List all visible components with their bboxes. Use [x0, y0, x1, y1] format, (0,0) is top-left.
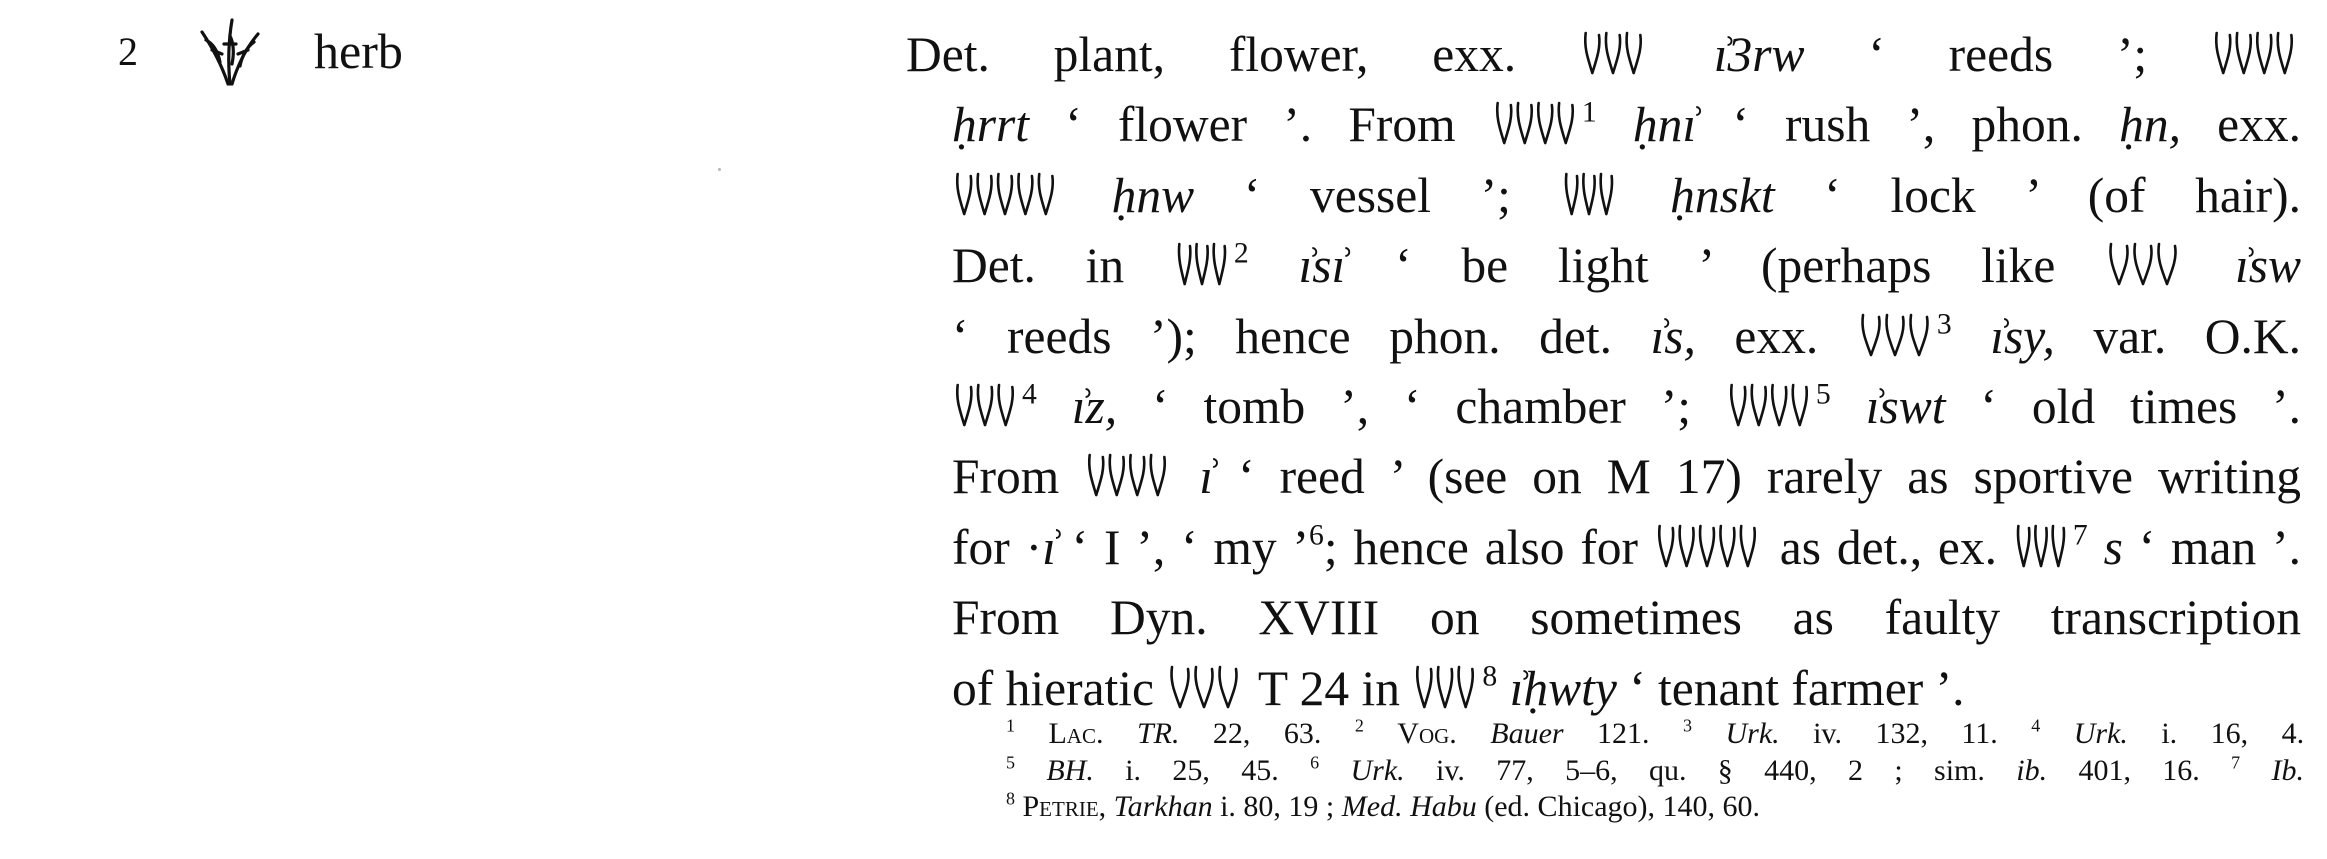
text-run: exx.: [1695, 308, 1857, 364]
italic-term: ı͗sı͗: [1298, 238, 1346, 294]
text-run: for ·: [952, 519, 1043, 575]
text-run: ‘ flower ’. From: [1029, 97, 1492, 153]
hieroglyph-icon: [1174, 238, 1234, 288]
text-run: T 24 in: [1246, 660, 1413, 716]
text-run: [1106, 790, 1114, 823]
entry-number: 2: [118, 29, 138, 74]
italic-term: ḥnskt: [1670, 167, 1775, 223]
author-name: Petrie,: [1022, 790, 1107, 823]
italic-term: s: [2103, 519, 2123, 575]
text-run: 401, 16.: [2047, 753, 2232, 787]
italic-term: ı͗swt: [1865, 378, 1946, 434]
footnote-ref: 6: [1310, 752, 1320, 772]
italic-term: ı͗: [1042, 519, 1056, 575]
hieroglyph-icon: [1166, 661, 1246, 711]
text-run: ‘ rush ’, phon.: [1696, 97, 2120, 153]
author-name: Vog.: [1397, 717, 1457, 750]
footnote-line: [1006, 716, 2304, 753]
italic-term: ı͗ḥwty: [1509, 660, 1617, 716]
text-run: ; hence also for: [1323, 519, 1654, 575]
footnotes: [1006, 716, 2304, 826]
italic-term: Urk.: [1350, 753, 1405, 787]
text-run: ‘ vessel ’;: [1194, 167, 1561, 223]
footnote-ref: 5: [1815, 378, 1831, 411]
footnote-ref: 7: [2231, 752, 2241, 772]
italic-term: ḥnw: [1111, 167, 1195, 223]
text-run: [1831, 379, 1866, 434]
description-line: [952, 90, 2301, 160]
italic-term: ḥn,: [2119, 97, 2181, 153]
text-run: (ed. Chicago), 140, 60.: [1476, 790, 1761, 823]
footnote-ref: 8: [1006, 789, 1015, 809]
footnote-ref: 4: [1022, 378, 1037, 411]
footnote-ref: 8: [1482, 660, 1498, 693]
italic-term: Tarkhan: [1113, 790, 1213, 823]
italic-term: ı͗s,: [1650, 308, 1696, 364]
description-line: [952, 231, 2301, 301]
footnote-ref: 1: [1006, 716, 1015, 736]
hieroglyph-icon: [1726, 379, 1816, 429]
text-run: [1457, 717, 1490, 750]
text-run: [1062, 168, 1112, 223]
description-line: [952, 442, 2301, 512]
italic-term: ı͗: [1199, 449, 1214, 505]
hieroglyph-icon: [1857, 309, 1937, 359]
text-run: ‘ man ’.: [2122, 519, 2301, 575]
italic-term: ı͗z,: [1071, 378, 1118, 434]
text-run: From Dyn. XVIII on sometimes as faulty transcription: [952, 590, 2301, 646]
text-run: [1015, 754, 1046, 787]
italic-term: BH.: [1046, 753, 1094, 787]
text-run: [2088, 520, 2104, 575]
italic-term: Ib.: [2271, 753, 2304, 787]
hieroglyph-icon: [1561, 168, 1621, 218]
text-run: [1037, 379, 1072, 434]
italic-term: ḥrrt: [952, 97, 1030, 153]
italic-term: ḥnı͗: [1632, 97, 1697, 153]
text-run: as det., ex.: [1763, 519, 2013, 575]
footnote-ref: 2: [1233, 237, 1249, 270]
text-run: [1650, 27, 1714, 82]
italic-term: Urk.: [2073, 717, 2128, 750]
footnote-line: [1006, 753, 2304, 790]
footnote-ref: 3: [1936, 308, 1952, 341]
description-line: [952, 654, 2301, 724]
footnote-line: [1006, 789, 2304, 826]
hieroglyph-icon: [1580, 27, 1650, 77]
text-run: ‘ I ’, ‘ my ’: [1055, 519, 1310, 575]
text-run: i. 80, 19 ;: [1212, 790, 1342, 823]
text-run: [1692, 717, 1725, 750]
footnote-ref: 1: [1581, 97, 1597, 130]
text-run: [1497, 661, 1509, 716]
description-line: [952, 372, 2301, 442]
text-run: [2040, 717, 2073, 750]
description-line: [952, 161, 2301, 231]
text-run: [2185, 238, 2235, 293]
text-run: [2240, 754, 2271, 787]
stray-dot: [718, 168, 721, 171]
text-run: [1015, 790, 1023, 823]
description-line: [906, 20, 2301, 90]
italic-term: ı͗sw: [2234, 238, 2301, 294]
hieroglyph-icon: [2105, 238, 2185, 288]
text-run: [1597, 97, 1633, 152]
footnote-ref: 3: [1683, 716, 1693, 736]
italic-term: ı͗3rw: [1713, 27, 1805, 82]
text-run: ‘ be light ’ (perhaps like: [1345, 238, 2106, 294]
italic-term: TR.: [1136, 717, 1180, 750]
description-line: [952, 513, 2301, 583]
text-run: ‘ reed ’ (see on M 17) rarely as sportive writing: [1213, 449, 2301, 505]
text-run: ‘ old times ’.: [1945, 378, 2301, 434]
text-run: [1621, 168, 1671, 223]
hieroglyph-icon: [1492, 97, 1582, 147]
text-run: [1174, 449, 1199, 504]
text-run: ‘ reeds ’;: [1804, 27, 2211, 82]
text-run: 22, 63.: [1179, 717, 1355, 750]
italic-term: Med. Habu: [1341, 790, 1477, 823]
text-run: iv. 132, 11.: [1779, 717, 2032, 750]
text-run: ‘ tomb ’, ‘ chamber ’;: [1117, 378, 1726, 434]
hieroglyph-icon: [2013, 520, 2073, 570]
text-run: i. 16, 4.: [2127, 717, 2304, 750]
text-run: [1249, 238, 1299, 293]
hieroglyph-icon: [2211, 27, 2301, 77]
footnote-ref: 7: [2072, 519, 2088, 552]
text-run: From: [952, 449, 1085, 505]
text-run: exx.: [2180, 97, 2301, 153]
text-run: of hieratic: [952, 660, 1167, 716]
text-run: iv. 77, 5–6, qu. § 440, 2 ; sim.: [1404, 753, 2017, 787]
footnote-ref: 6: [1309, 519, 1324, 552]
description-line: [952, 583, 2301, 653]
italic-term: Urk.: [1725, 717, 1780, 750]
hieroglyph-icon: [1412, 661, 1482, 711]
hieroglyph-icon: [1654, 520, 1764, 570]
description-line: [952, 302, 2301, 372]
author-name: Lac.: [1048, 717, 1104, 750]
description-paragraph: [906, 20, 2301, 724]
text-run: [1952, 309, 1991, 364]
footnote-ref: 4: [2031, 716, 2041, 736]
text-run: ‘ lock ’ (of hair).: [1774, 167, 2301, 223]
text-run: [1319, 754, 1350, 787]
herb-hieroglyph-icon: [192, 14, 268, 90]
hieroglyph-icon: [1084, 449, 1174, 499]
italic-term: ib.: [2016, 753, 2048, 787]
text-run: Det. plant, flower, exx.: [906, 27, 1580, 82]
italic-term: Bauer: [1490, 717, 1564, 750]
text-run: [1364, 717, 1397, 750]
text-run: Det. in: [952, 238, 1174, 294]
hieroglyph-icon: [952, 168, 1062, 218]
hieroglyph-icon: [952, 379, 1022, 429]
text-run: [1103, 717, 1136, 750]
text-run: var. O.K.: [2054, 308, 2301, 364]
text-run: ‘ tenant farmer ’.: [1616, 660, 1965, 716]
text-run: ‘ reeds ’); hence phon. det.: [952, 308, 1651, 364]
text-run: i. 25, 45.: [1093, 753, 1311, 787]
footnote-ref: 2: [1354, 716, 1364, 736]
entry-label: herb: [314, 23, 403, 79]
text-run: [1015, 717, 1048, 750]
italic-term: ı͗sy,: [1990, 308, 2055, 364]
text-run: 121.: [1563, 717, 1684, 750]
footnote-ref: 5: [1006, 752, 1015, 772]
